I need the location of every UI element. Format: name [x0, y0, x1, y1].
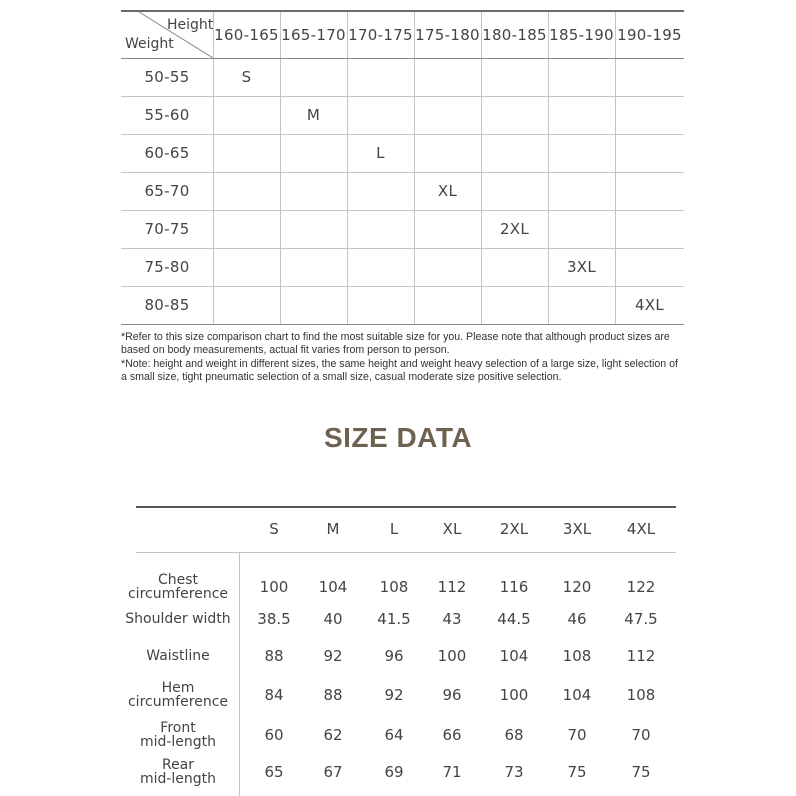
- weight-range-cell: 70-75: [144, 220, 190, 238]
- size-column-header: S: [269, 520, 279, 538]
- measurement-value: 46: [567, 610, 587, 628]
- measurement-value: 96: [442, 686, 462, 704]
- measurement-label: Front mid-length: [139, 720, 217, 750]
- measurement-value: 116: [499, 578, 529, 596]
- measurement-value: 65: [264, 763, 284, 781]
- measurement-value: 100: [259, 578, 289, 596]
- measurement-value: 84: [264, 686, 284, 704]
- size-comparison-chart: [121, 10, 684, 324]
- measurement-value: 38.5: [257, 610, 291, 628]
- measurement-value: 96: [384, 647, 404, 665]
- weight-range-cell: 50-55: [144, 68, 190, 86]
- size-recommendation-cell: M: [306, 106, 321, 124]
- measurement-value: 92: [384, 686, 404, 704]
- measurement-value: 68: [504, 726, 524, 744]
- measurement-value: 47.5: [624, 610, 658, 628]
- measurement-label: Shoulder width: [125, 611, 231, 627]
- size-recommendation-cell: L: [376, 144, 385, 162]
- grid-hline: [121, 324, 684, 325]
- measurement-label: Waistline: [146, 648, 210, 664]
- measurement-value: 64: [384, 726, 404, 744]
- measurement-value: 60: [264, 726, 284, 744]
- corner-weight-label: Weight: [125, 36, 174, 52]
- measurement-value: 62: [323, 726, 343, 744]
- size-recommendation-cell: S: [241, 68, 252, 86]
- measurement-label: Hem circumference: [127, 680, 229, 710]
- measurement-value: 112: [626, 647, 656, 665]
- weight-range-cell: 75-80: [144, 258, 190, 276]
- measurement-value: 88: [264, 647, 284, 665]
- measurement-value: 41.5: [377, 610, 411, 628]
- size-recommendation-cell: 4XL: [634, 296, 665, 314]
- measurement-value: 73: [504, 763, 524, 781]
- weight-range-cell: 65-70: [144, 182, 190, 200]
- measurement-value: 108: [379, 578, 409, 596]
- measurement-value: 66: [442, 726, 462, 744]
- size-column-header: L: [389, 520, 399, 538]
- measurement-value: 112: [437, 578, 467, 596]
- measurement-value: 92: [323, 647, 343, 665]
- height-range-header: 190-195: [617, 26, 682, 44]
- table-header-rule: [136, 552, 676, 553]
- weight-range-cell: 60-65: [144, 144, 190, 162]
- measurement-value: 43: [442, 610, 462, 628]
- weight-range-cell: 80-85: [144, 296, 190, 314]
- size-notes: [121, 331, 686, 385]
- measurement-value: 104: [499, 647, 529, 665]
- measurement-value: 69: [384, 763, 404, 781]
- size-data-title: SIZE DATA: [323, 422, 473, 453]
- size-column-header: 4XL: [626, 520, 656, 538]
- measurement-label: Chest circumference: [127, 572, 229, 602]
- size-column-header: 3XL: [562, 520, 592, 538]
- measurement-value: 108: [562, 647, 592, 665]
- measurement-value: 108: [626, 686, 656, 704]
- measurement-value: 104: [318, 578, 348, 596]
- table-top-rule: [136, 506, 676, 508]
- measurement-value: 71: [442, 763, 462, 781]
- measurement-value: 40: [323, 610, 343, 628]
- size-column-header: M: [326, 520, 340, 538]
- note-refer: *Refer to this size comparison chart to find the most suitable size for you. Please note that although product sizes are based on body measurements, actual fit varies from person to person.: [121, 331, 670, 356]
- height-range-header: 180-185: [482, 26, 547, 44]
- measurement-value: 44.5: [497, 610, 531, 628]
- measurement-value: 122: [626, 578, 656, 596]
- size-data-table: [125, 506, 676, 796]
- size-column-header: XL: [442, 520, 462, 538]
- measurement-value: 75: [631, 763, 651, 781]
- height-range-header: 170-175: [348, 26, 413, 44]
- measurement-value: 67: [323, 763, 343, 781]
- size-recommendation-cell: 2XL: [499, 220, 530, 238]
- note-selection: *Note: height and weight in different sizes, the same height and weight heavy selection of a large size, light selection of a small size, tight pneumatic selection of a small size, casual moderate size positive selection.: [121, 358, 678, 383]
- measurement-value: 88: [323, 686, 343, 704]
- size-recommendation-cell: 3XL: [566, 258, 597, 276]
- measurement-label: Rear mid-length: [139, 757, 217, 787]
- weight-range-cell: 55-60: [144, 106, 190, 124]
- measurement-value: 100: [499, 686, 529, 704]
- measurement-value: 100: [437, 647, 467, 665]
- size-recommendation-cell: XL: [437, 182, 458, 200]
- measurement-value: 75: [567, 763, 587, 781]
- height-range-header: 160-165: [214, 26, 279, 44]
- measurement-value: 70: [567, 726, 587, 744]
- measurement-value: 70: [631, 726, 651, 744]
- height-range-header: 185-190: [549, 26, 614, 44]
- measurement-value: 120: [562, 578, 592, 596]
- height-range-header: 175-180: [415, 26, 480, 44]
- height-range-header: 165-170: [281, 26, 346, 44]
- measurement-value: 104: [562, 686, 592, 704]
- corner-height-label: Height: [167, 17, 214, 33]
- size-column-header: 2XL: [499, 520, 529, 538]
